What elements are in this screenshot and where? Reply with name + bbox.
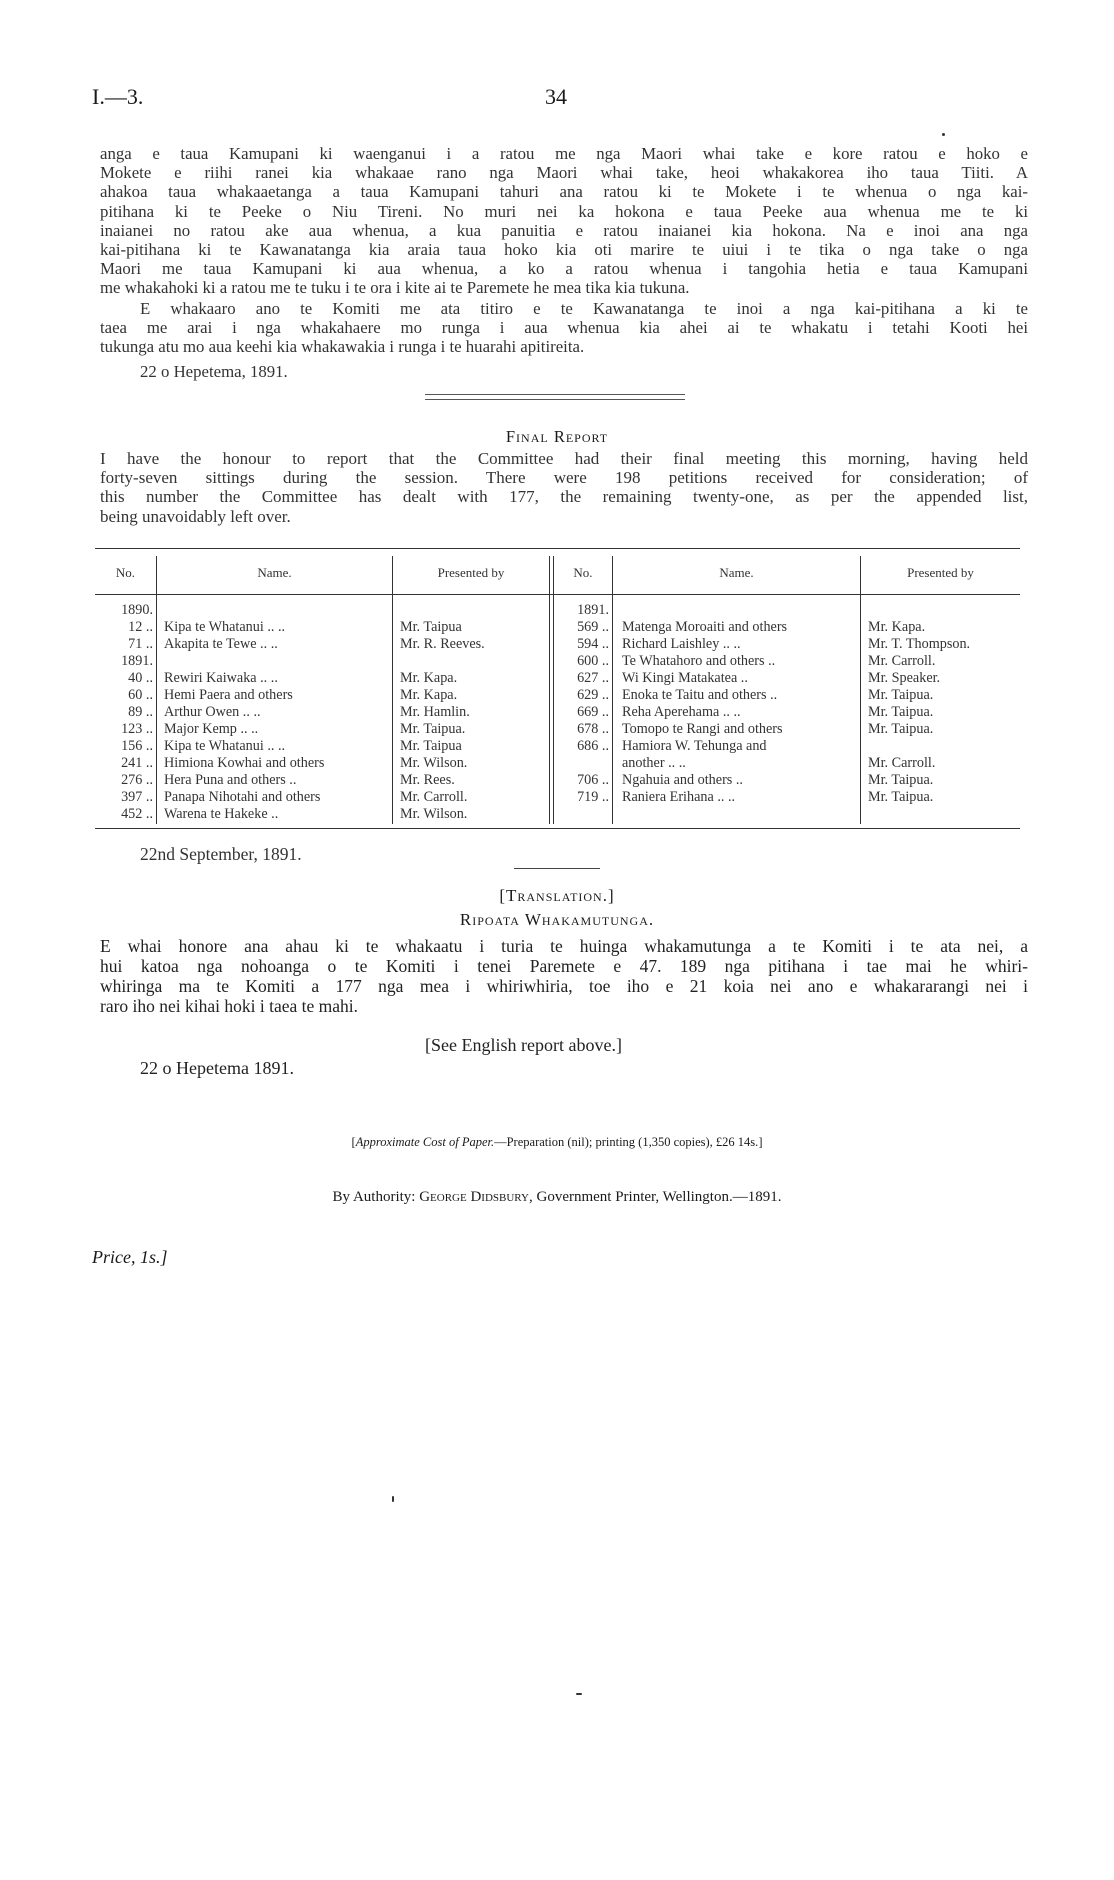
text-line: being unavoidably left over. [100, 506, 291, 526]
text-line: me whakahoki ki a ratou me te tuku i te ora i kite ai te Paremete he mea tika kia tukuna. [100, 278, 690, 298]
table-cell-name: Te Whatahoro and others .. [622, 653, 776, 669]
table-cell-name: Raniera Erihana .. .. [622, 789, 736, 805]
table-header-no: No. [573, 565, 593, 580]
table-col-rule [156, 556, 157, 824]
table-col-rule [549, 556, 550, 824]
text-line: this number the Committee has dealt with 177, the remaining twenty-one, as per the appended list, [100, 487, 1028, 507]
table-cell-presented-by: Mr. Carroll. [400, 789, 468, 805]
table-col-rule [392, 556, 393, 824]
table-cell-name: Panapa Nihotahi and others [164, 789, 321, 805]
text-line: tukunga atu mo aua keehi kia whakawakia i runga i te huarahi apitireita. [100, 337, 585, 357]
table-cell-name: Warena te Hakeke .. [164, 806, 279, 822]
table-cell-presented-by: Mr. Kapa. [400, 670, 458, 686]
table-cell-name: Hamiora W. Tehunga and [622, 738, 767, 754]
text-line: E whai honore ana ahau ki te whakaatu i turia te huinga whakamutunga a te Komiti i te ata nei, a [100, 936, 1028, 956]
table-cell-presented-by: Mr. Carroll. [868, 653, 936, 669]
text-line: Mokete e riihi ranei kia whakaae rano nga Maori whai take, heoi whakakorea iho taua Tiiti. A [100, 163, 1028, 183]
table-cell-name: Enoka te Taitu and others .. [622, 687, 778, 703]
table-cell-no: 706 .. [577, 772, 609, 788]
text-line: taea me arai i nga whakahaere mo runga i aua whenua kia ahei ai te whakatu i tetahi Kooti hei [100, 318, 1028, 338]
table-cell-no: 123 .. [121, 721, 153, 737]
table-cell-presented-by: Mr. Wilson. [400, 755, 468, 771]
table-cell-name: Akapita te Tewe .. .. [164, 636, 278, 652]
table-cell-no: 594 .. [577, 636, 609, 652]
authority-rest: Government Printer, Wellington.—1891. [536, 1189, 782, 1205]
table-col-rule [612, 556, 613, 824]
see-note: [See English report above.] [425, 1035, 622, 1055]
table-cell-presented-by: Mr. Taipua. [868, 721, 934, 737]
table-cell-no: 397 .. [121, 789, 153, 805]
table-cell-name: Tomopo te Rangi and others [622, 721, 783, 737]
table-cell-presented-by: Mr. Taipua. [868, 687, 934, 703]
page-number: 34 [545, 84, 567, 109]
table-cell-name: Matenga Moroaiti and others [622, 619, 788, 635]
maori-report-paragraph-2 [100, 299, 1028, 357]
table-cell-no [552, 755, 609, 772]
table-bottom-rule [95, 828, 1020, 829]
text-line: ahakoa taua whakaaetanga a taua Kamupani tahuri ana ratou ki te Mokete i te whenua o nga kai- [100, 182, 1028, 202]
table-header-presented: Presented by [907, 565, 974, 580]
table-cell-presented-by: Mr. Kapa. [400, 687, 458, 703]
table-cell-name: Reha Aperehama .. .. [622, 704, 741, 720]
text-line: Maori me taua Kamupani ki aua whenua, a ko a ratou whenua i tangohia hetia e taua Kamupani [100, 259, 1028, 279]
translation-paragraph [100, 936, 1028, 1016]
table-cell-name: Kipa te Whatanui .. .. [164, 738, 286, 754]
table-cell-no: 12 .. [128, 619, 153, 635]
table-cell-presented-by: Mr. Taipua. [868, 789, 934, 805]
table-cell-name: Himiona Kowhai and others [164, 755, 325, 771]
table-cell-presented-by: Mr. Taipua [400, 738, 462, 754]
translation-date: 22 o Hepetema 1891. [140, 1058, 294, 1078]
section-divider [425, 394, 685, 400]
text-line: anga e taua Kamupani ki waenganui i a ratou me nga Maori whai take e kore ratou e hoko e [100, 144, 1028, 163]
authority-line [0, 1189, 1114, 1206]
text-line: pitihana ki te Peeke o Niu Tireni. No muri nei ka hokona e taua Peeke aua whenua me te ki [100, 201, 1028, 221]
table-header-presented: Presented by [437, 565, 505, 580]
final-report-title: Final Report [505, 427, 609, 446]
table-cell-no: 241 .. [121, 755, 153, 771]
table-cell-presented-by: Mr. Taipua. [868, 704, 934, 720]
table-cell-no: 1890. [121, 602, 153, 618]
table-header-name: Name. [719, 565, 754, 580]
table-col-rule [860, 556, 861, 824]
printer-name: George Didsbury, [419, 1189, 533, 1205]
table-cell-no: 71 .. [128, 636, 153, 652]
table-header-no: No. [115, 565, 136, 580]
table-cell-presented-by: Mr. Wilson. [400, 806, 468, 822]
text-line: kai-pitihana ki te Kawanatanga kia araia taua hoko kia oti marire te uiui i te tika o nga take o nga [100, 240, 1028, 260]
table-cell-name: Richard Laishley .. .. [622, 636, 741, 652]
table-cell-no: 600 .. [577, 653, 609, 669]
text-line: E whakaaro ano te Komiti me ata titiro e te Kawanatanga te inoi a nga kai-pitihana a ki te [140, 299, 1028, 318]
table-cell-name: Hemi Paera and others [164, 687, 293, 703]
cost-note: [Approximate Cost of Paper.—Preparation (nil); printing (1,350 copies), £26 14s.] [351, 1135, 763, 1149]
table-cell-name: Kipa te Whatanui .. .. [164, 619, 286, 635]
table-cell-name: Arthur Owen .. .. [164, 704, 261, 720]
table-cell-no: 678 .. [577, 721, 609, 737]
table-cell-name: another .. .. [622, 755, 686, 771]
table-cell-no: 629 .. [577, 687, 609, 703]
table-cell-presented-by: Mr. Taipua. [868, 772, 934, 788]
text-line: I have the honour to report that the Committee had their final meeting this morning, having held [100, 449, 1028, 468]
table-cell-presented-by: Mr. R. Reeves. [400, 636, 485, 652]
table-cell-presented-by: Mr. Taipua [400, 619, 462, 635]
table-header-rule [95, 594, 1020, 595]
text-line: forty-seven sittings during the session. There were 198 petitions received for consideration; of [100, 468, 1028, 488]
maori-report-paragraph [100, 144, 1028, 298]
table-cell-no: 40 .. [128, 670, 153, 686]
table-cell-presented-by: Mr. Speaker. [868, 670, 941, 686]
cost-label: Approximate Cost of Paper. [355, 1135, 495, 1149]
print-speck [576, 1693, 582, 1695]
translation-tag: [Translation.] [499, 886, 615, 905]
table-cell-no: 276 .. [121, 772, 153, 788]
final-report-paragraph [100, 449, 1028, 526]
table-cell-name: Major Kemp .. .. [164, 721, 259, 737]
table-header-name: Name. [257, 565, 292, 580]
table-cell-presented-by: Mr. Taipua. [400, 721, 466, 737]
table-cell-no: 569 .. [577, 619, 609, 635]
table-cell-name: Ngahuia and others .. [622, 772, 743, 788]
table-cell-presented-by: Mr. Carroll. [868, 755, 936, 771]
short-divider [514, 868, 600, 869]
table-cell-presented-by: Mr. Kapa. [868, 619, 926, 635]
final-report-date: 22nd September, 1891. [140, 844, 302, 864]
authority-prefix: By Authority: [332, 1189, 416, 1205]
maori-report-date: 22 o Hepetema, 1891. [140, 362, 288, 381]
text-line: inaianei no ratou ake aua whenua, a kua panuitia e ratou inaianei kia hokona. Na e inoi ana nga [100, 220, 1028, 240]
text-line: raro iho nei kihai hoki i taea te mahi. [100, 996, 359, 1016]
table-cell-no: 1891. [577, 602, 609, 618]
price: Price, 1s.] [92, 1247, 168, 1267]
cost-detail: —Preparation (nil); printing (1,350 copies), £26 14s. [494, 1135, 759, 1149]
table-cell-name: Wi Kingi Matakatea .. [622, 670, 748, 686]
table-cell-presented-by: Mr. T. Thompson. [868, 636, 971, 652]
document-reference: I.—3. [92, 84, 144, 109]
print-speck [942, 133, 945, 136]
table-cell-no: 156 .. [121, 738, 153, 754]
text-line: hui katoa nga nohoanga o te Komiti i tenei Paremete e 47. 189 nga pitihana i tae mai he whiri- [100, 956, 1028, 976]
table-cell-no: 686 .. [577, 738, 609, 754]
table-cell-presented-by: Mr. Hamlin. [400, 704, 470, 720]
table-cell-name: Hera Puna and others .. [164, 772, 297, 788]
text-line: whiringa ma te Komiti a 177 nga mea i whiriwhiria, toe iho e 21 koia nei ano e whakararangi nei i [100, 976, 1028, 996]
translation-title: Ripoata Whakamutunga. [459, 910, 655, 929]
table-cell-no: 669 .. [577, 704, 609, 720]
table-cell-no: 89 .. [128, 704, 153, 720]
table-cell-no: 1891. [121, 653, 153, 669]
print-speck [392, 1496, 394, 1502]
table-cell-no: 60 .. [128, 687, 153, 703]
table-top-rule [95, 548, 1020, 549]
table-cell-no: 719 .. [577, 789, 609, 805]
table-cell-no: 452 .. [121, 806, 153, 822]
table-cell-name: Rewiri Kaiwaka .. .. [164, 670, 278, 686]
table-cell-presented-by: Mr. Rees. [400, 772, 455, 788]
table-cell-no: 627 .. [577, 670, 609, 686]
